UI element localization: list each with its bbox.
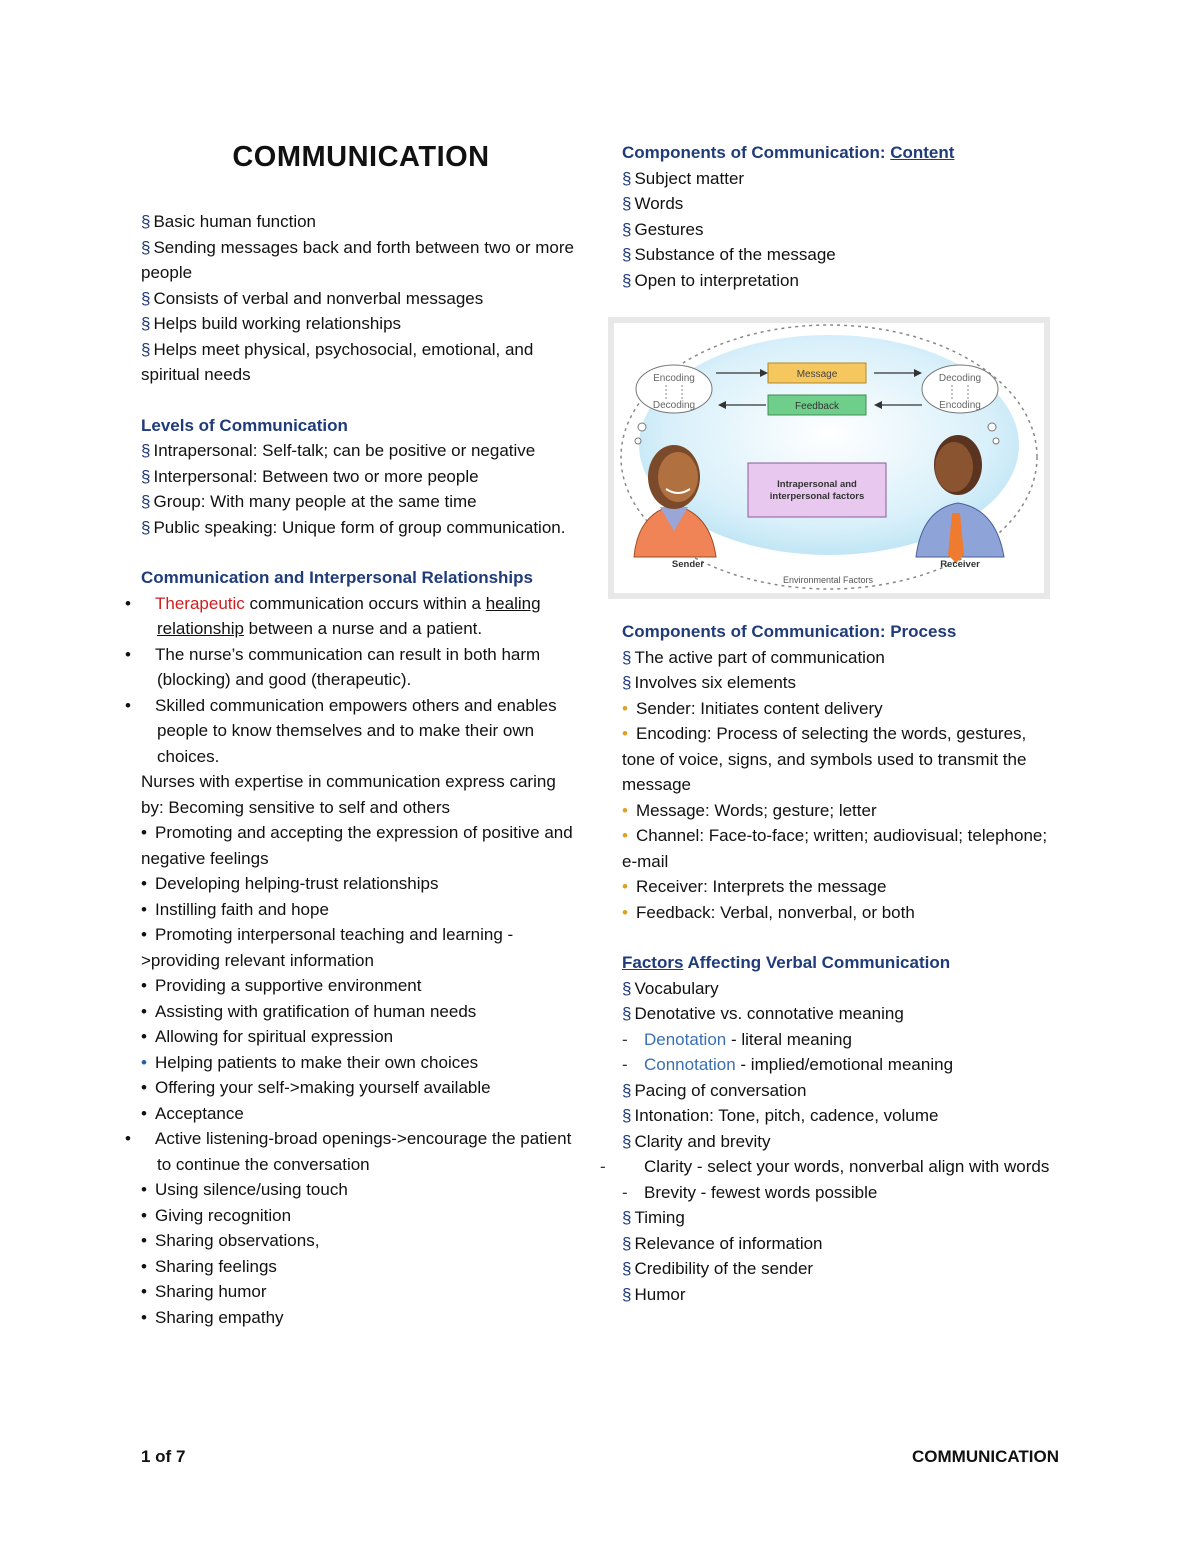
- left-bubble-top: Encoding: [653, 373, 695, 384]
- list-item: § Relevance of information: [622, 1233, 823, 1253]
- intro-list: [141, 209, 581, 388]
- list-item: § Helps build working relationships: [141, 314, 402, 333]
- list-item: • Therapeutic communication occurs within a healing relationship between a nurse and a patient.: [125, 593, 541, 638]
- page-title: COMMUNICATION: [232, 141, 490, 173]
- communication-diagram-svg: [608, 317, 1050, 599]
- list-item: - Denotation - literal meaning: [622, 1029, 852, 1049]
- list-item: • Channel: Face-to-face; written; audiovisual; telephone; e-mail: [622, 826, 1048, 871]
- right-column: [600, 140, 1062, 1307]
- environment-label: Environmental Factors: [782, 575, 874, 585]
- message-label: Message: [796, 369, 838, 380]
- list-item: § Intrapersonal: Self-talk; can be positive or negative: [141, 441, 536, 460]
- list-item: • Giving recognition: [141, 1205, 292, 1225]
- levels-heading: Levels of Communication: [141, 415, 348, 435]
- list-item: • Receiver: Interprets the message: [622, 877, 887, 896]
- list-item: § Involves six elements: [622, 673, 797, 692]
- list-item: - Connotation - implied/emotional meaning: [622, 1055, 954, 1074]
- list-item: • Acceptance: [141, 1103, 244, 1123]
- process-list: [622, 645, 1062, 926]
- list-item: • Sharing observations,: [141, 1231, 320, 1250]
- list-item: • Active listening-broad openings->encourage the patient to continue the conversation: [125, 1129, 572, 1174]
- relationships-heading: Communication and Interpersonal Relationships: [141, 568, 533, 587]
- list-item: • The nurse’s communication can result in both harm (blocking) and good (therapeutic).: [125, 644, 541, 689]
- list-item: • Sharing empathy: [141, 1307, 284, 1327]
- list-item: § Gestures: [622, 219, 704, 239]
- list-item: - Clarity - select your words, nonverbal align with words: [600, 1157, 1050, 1176]
- list-item: § Clarity and brevity: [622, 1131, 771, 1151]
- list-item: § Vocabulary: [622, 978, 719, 998]
- list-item: • Instilling faith and hope: [141, 899, 329, 919]
- list-item: § Subject matter: [622, 168, 745, 188]
- factors-heading: Factors Affecting Verbal Communication: [622, 953, 951, 972]
- factors-list: [600, 976, 1062, 1308]
- list-item: § Sending messages back and forth between two or more people: [141, 237, 574, 282]
- list-item: § Words: [622, 194, 684, 213]
- list-item: • Sharing humor: [141, 1282, 267, 1301]
- list-item: § Intonation: Tone, pitch, cadence, volume: [622, 1106, 939, 1125]
- factors-box: [748, 463, 886, 517]
- list-item: § Open to interpretation: [622, 270, 799, 290]
- list-item: • Providing a supportive environment: [141, 976, 422, 995]
- process-heading: Components of Communication: Process: [622, 622, 957, 641]
- list-item: • Sharing feelings: [141, 1256, 277, 1276]
- sender-label: Sender: [671, 559, 705, 570]
- list-item: • Encoding: Process of selecting the words, gestures, tone of voice, signs, and symbols used to transmit the message: [622, 724, 1027, 794]
- footer-title: COMMUNICATION: [912, 1447, 1059, 1466]
- list-item: • Using silence/using touch: [141, 1180, 348, 1199]
- list-item: § The active part of communication: [622, 647, 885, 667]
- list-item: • Offering your self->making yourself available: [141, 1078, 491, 1097]
- list-item: • Skilled communication empowers others and enables people to know themselves and to make their own choices.: [125, 695, 557, 766]
- list-item: - Brevity - fewest words possible: [622, 1182, 878, 1202]
- list-item: § Basic human function: [141, 212, 317, 231]
- factors-line1: Intrapersonal and: [777, 479, 857, 490]
- content-heading: Components of Communication: Content: [622, 143, 955, 162]
- list-item: § Group: With many people at the same time: [141, 492, 477, 511]
- list-item: • Promoting and accepting the expression of positive and negative feelings: [141, 823, 573, 868]
- list-item: • Developing helping-trust relationships: [141, 874, 439, 893]
- list-item: § Substance of the message: [622, 245, 836, 264]
- list-item: • Helping patients to make their own choices: [141, 1052, 479, 1072]
- list-item: § Interpersonal: Between two or more people: [141, 466, 479, 486]
- content-list: [622, 166, 1062, 294]
- list-item: • Feedback: Verbal, nonverbal, or both: [622, 902, 915, 922]
- list-item: • Assisting with gratification of human needs: [141, 1001, 477, 1021]
- feedback-label: Feedback: [795, 401, 839, 412]
- list-item: § Denotative vs. connotative meaning: [622, 1004, 904, 1023]
- list-item: § Helps meet physical, psychosocial, emotional, and spiritual needs: [141, 339, 534, 384]
- list-item: § Consists of verbal and nonverbal messages: [141, 288, 484, 308]
- communication-diagram: [608, 317, 1050, 599]
- left-column: [125, 140, 581, 1330]
- relationships-list: [125, 591, 581, 1331]
- list-item: • Allowing for spiritual expression: [141, 1027, 394, 1046]
- levels-list: [141, 438, 581, 540]
- left-bubble-bottom: Decoding: [652, 400, 696, 411]
- list-item: § Credibility of the sender: [622, 1259, 814, 1278]
- factors-line2: interpersonal factors: [769, 491, 865, 502]
- list-item: • Message: Words; gesture; letter: [622, 800, 877, 820]
- right-bubble-bottom: Encoding: [939, 400, 981, 411]
- list-item: § Pacing of conversation: [622, 1080, 807, 1100]
- list-item: • Promoting interpersonal teaching and learning ->providing relevant information: [141, 925, 514, 970]
- list-item: • Sender: Initiates content delivery: [622, 698, 883, 718]
- list-item: § Humor: [622, 1284, 686, 1304]
- receiver-label: Receiver: [940, 559, 980, 570]
- right-bubble-top: Decoding: [938, 373, 982, 384]
- list-item: § Timing: [622, 1208, 685, 1227]
- relationships-paragraph: Nurses with expertise in communication express caring by: Becoming sensitive to self and others: [141, 772, 556, 817]
- list-item: § Public speaking: Unique form of group communication.: [141, 517, 566, 537]
- page-number: 1 of 7: [141, 1447, 186, 1466]
